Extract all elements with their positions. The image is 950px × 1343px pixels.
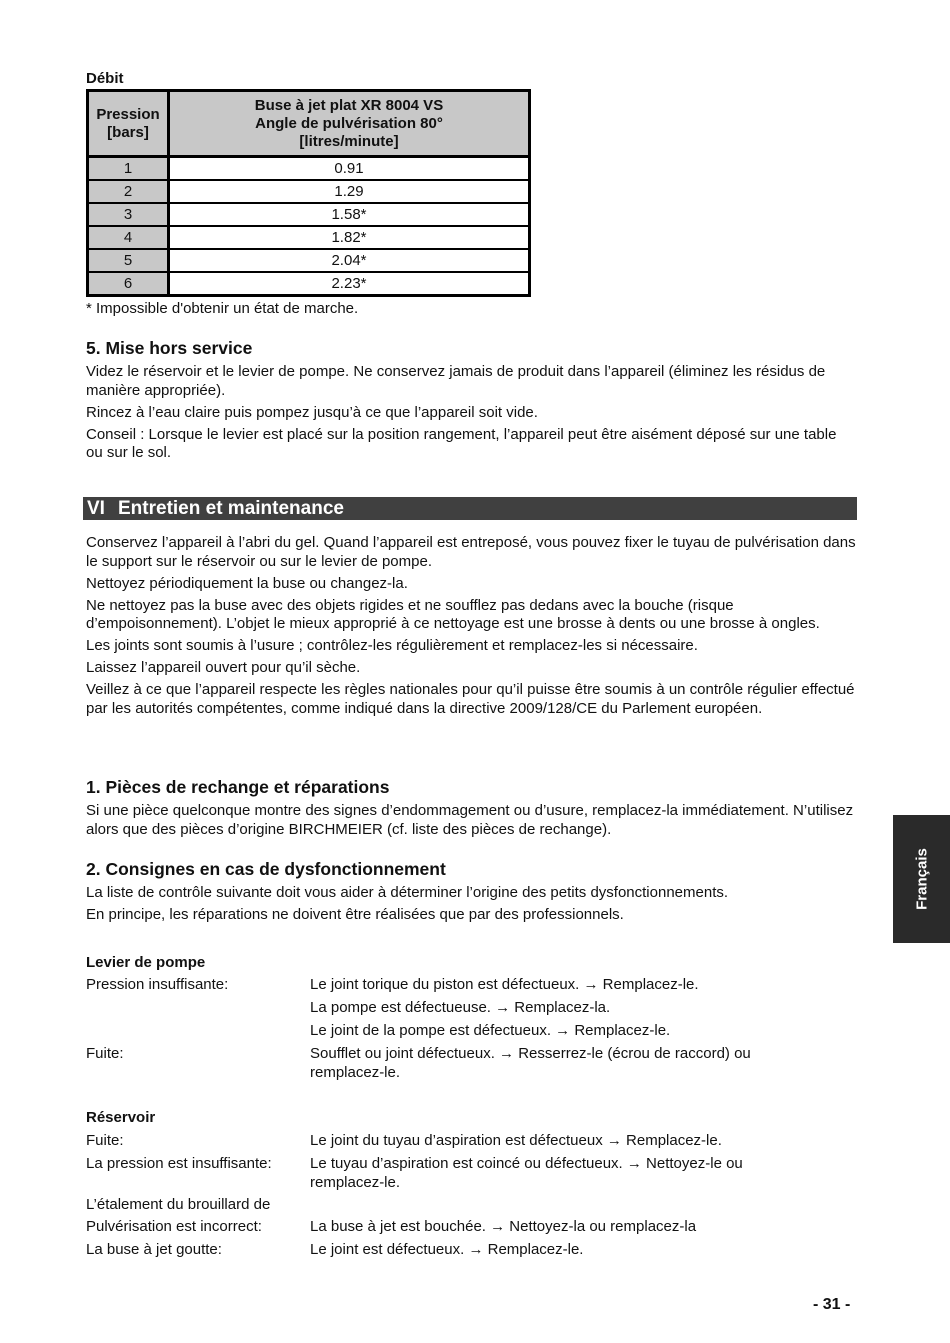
reservoir-title: Réservoir xyxy=(86,1109,156,1126)
header-pression: Pression xyxy=(96,105,160,123)
heading-mise-hors-service: 5. Mise hors service xyxy=(86,338,253,358)
table-row: 3 1.58* xyxy=(89,204,528,227)
page-number: - 31 - xyxy=(813,1296,851,1313)
table-row: 6 2.23* xyxy=(89,273,528,294)
document-page: Débit Pression [bars] Buse à jet plat XR 8004 VS Angle de pulvérisation 80° [litres/minute] 1 0.91 2 1.29 3 1.58* 4 1.82* 5 2.04* 6 2.23* * Impossible d'obtenir un état de marche. 5. Mise hors service Videz le réservoir et le levier de pompe. Ne conservez jamais de produit dans l’appareil (éliminez les résidus de manière appropriée). Rincez à l’eau claire puis pompez jusqu’à ce que l’appareil soit vide. Conseil : Lorsque le levier est placé sur la position rangement, l’appareil peut être aisément déposé sur une table ou sur le sol. VI Entretien et maintenance Conservez l’appareil à l’abri du gel. Quand l’appareil est entreposé, vous pouvez fixer le tuyau de pulvérisation dans le support sur le réservoir ou sur le levier de pompe. Nettoyez périodiquement la buse ou changez-la. Ne nettoyez pas la buse avec des objets rigides et ne soufflez pas dedans avec la bouche (risque d’empoisonnement). L’objet le mieux approprié à ce nettoyage est une brosse à dents ou une brosse à ongles. Les joints sont soumis à l’usure ; contrôlez-les régulièrement et remplacez-les si nécessaire. Laissez l’appareil ouvert pour qu’il sèche. Veillez à ce que l’appareil respecte les règles nationales pour qu’il puisse être soumis à un contrôle régulier effectué par les autorités compétentes, comme indiqué dans la directive 2009/128/CE du Parlement européen. 1. Pièces de rechange et réparations Si une pièce quelconque montre des signes d’endommagement ou d’usure, remplacez-la immédiatement. N’utilisez alors que des pièces d’origine BIRCHMEIER (cf. liste des pièces de rechange). 2. Consignes en cas de dysfonctionnement La liste de contrôle suivante doit vous aider à déterminer l’origine des petits dysfonctionnements. En principe, les réparations ne doivent être réalisées que par des professionnels. Levier de pompe Pression insuffisante: Le joint torique du piston est défectueux. → Remplacez-le. La pompe est défectueuse. → Remplacez-la. Le joint de la pompe est défectueux. → Remplacez-le. Fuite: Soufflet ou joint défectueux. → Resserrez-le (écrou de raccord) ou remplacez-le. Réservoir Fuite: Le joint du tuyau d’aspiration est défectueux → Remplacez-le. La pression est insuffisante: Le tuyau d’aspiration est coincé ou défectueux. → Nettoyez-le ou remplacez-le. L’étalement du brouillard de Pulvérisation est incorrect: La buse à jet est bouchée. → Nettoyez-la ou remplacez-la La buse à jet goutte: Le joint est défectueux. → Remplacez-le. Français - 31 - xyxy=(0,0,950,1343)
debit-table xyxy=(86,89,531,297)
table-row: 5 2.04* xyxy=(89,250,528,273)
header-unit: [litres/minute] xyxy=(299,132,399,150)
table-row: 2 1.29 xyxy=(89,181,528,204)
table-footnote: * Impossible d'obtenir un état de marche. xyxy=(86,300,359,317)
s2-body: La liste de contrôle suivante doit vous aider à déterminer l’origine des petits dysfonctionnements. En principe, les réparations ne doivent être réalisées que par des professionnels. xyxy=(86,884,729,923)
table-header xyxy=(89,92,528,158)
table-row: 1 0.91 xyxy=(89,158,528,181)
s5-body: Videz le réservoir et le levier de pompe. Ne conservez jamais de produit dans l’appareil (éliminez les résidus de manière appropriée). Rincez à l’eau claire puis pompez jusqu’à ce que l’appareil soit vide. Conseil : Lorsque le levier est placé sur la position rangement, l’appareil peut être aisément déposé sur une table ou sur le sol. xyxy=(86,363,837,461)
s1-body: Si une pièce quelconque montre des signes d’endommagement ou d’usure, remplacez-la immédiatement. N’utilisez alors que des pièces d’origine BIRCHMEIER (cf. liste des pièces de rechange). xyxy=(86,802,854,838)
heading-dysfonctionnement: 2. Consignes en cas de dysfonctionnement xyxy=(86,859,446,879)
heading-pieces-rechange: 1. Pièces de rechange et réparations xyxy=(86,777,390,797)
section-heading: VI Entretien et maintenance xyxy=(83,497,857,520)
header-angle: Angle de pulvérisation 80° xyxy=(255,114,443,132)
debit-title: Débit xyxy=(86,70,124,87)
levier-title: Levier de pompe xyxy=(86,954,206,971)
table-row: 4 1.82* xyxy=(89,227,528,250)
header-nozzle: Buse à jet plat XR 8004 VS xyxy=(254,96,444,114)
vi-body: Conservez l’appareil à l’abri du gel. Quand l’appareil est entreposé, vous pouvez fixer le tuyau de pulvérisation dans le support sur le réservoir ou sur le levier de pompe. Nettoyez périodiquement la buse ou changez-la. Ne nettoyez pas la buse avec des objets rigides et ne soufflez pas dedans avec la bouche (risque d’empoisonnement). L’objet le mieux approprié à ce nettoyage est une brosse à dents ou une brosse à ongles. Les joints sont soumis à l’usure ; contrôlez-les régulièrement et remplacez-les si nécessaire. Laissez l’appareil ouvert pour qu’il sèche. Veillez à ce que l’appareil respecte les règles nationales pour qu’il puisse être soumis à un contrôle régulier effectué par les autorités compétentes, comme indiqué dans la directive 2009/128/CE du Parlement européen. xyxy=(86,534,856,717)
language-tab: Français xyxy=(893,815,950,943)
header-bars: [bars] xyxy=(107,123,149,141)
